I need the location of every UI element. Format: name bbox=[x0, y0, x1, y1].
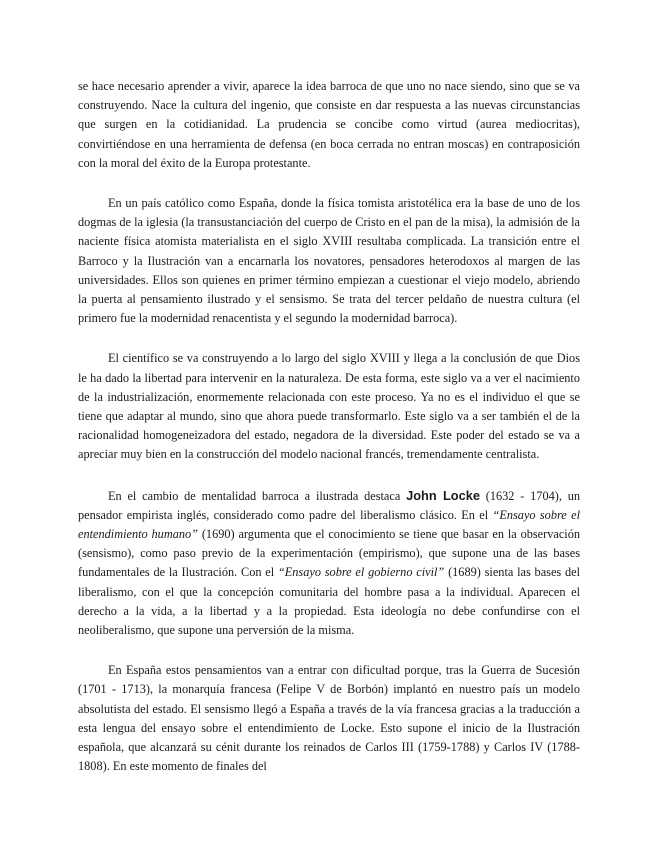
paragraph-cientifico-siglo-xviii: El científico se va construyendo a lo largo del siglo XVIII y llega a la conclusión de que Dios le ha dado la libertad para intervenir en la naturaleza. De esta forma, este siglo va a ver el nacimiento de la industrialización, enormemente relacionada con este proceso. Ya no es el individuo el que se tiene que adaptar al mundo, sino que ahora puede transformarlo. Este siglo va a ser también el de la racionalidad homogeneizadora del estado, negadora de la diversidad. Este poder del estado se va a apreciar muy bien en la construcción del modelo nacional francés, tremendamente centralista. bbox=[78, 351, 580, 462]
locke-text-part-1: (1632 - 1704), un pensador empirista inglés, considerado como padre del liberalismo clásico. En el bbox=[78, 488, 581, 522]
document-page bbox=[78, 77, 580, 798]
paragraph-baroque-ingenio: se hace necesario aprender a vivir, aparece la idea barroca de que uno no nace siendo, sino que se va construyendo. Nace la cultura del ingenio, que consiste en dar respuesta a las nuevas circunstancias que surgen en la cotidianidad. La prudencia se concibe como virtud (aurea mediocritas), convirtiéndose en una herramienta de defensa (en boca cerrada no entran moscas) en contraposición con la moral del éxito de la Europa protestante. bbox=[78, 79, 580, 170]
locke-text-part-3: (1689) sienta las bases del liberalismo, con el que la concepción comunitaria del hombre pasa a la individual. Aparecen el derecho a la vida, a la libertad y a la propiedad. Esta ideología no debe confundirse con el neoliberalismo, que supone una perversión de la misma. bbox=[78, 565, 580, 638]
paragraph-novatores: En un país católico como España, donde la física tomista aristotélica era la base de uno de los dogmas de la iglesia (la transustanciación del cuerpo de Cristo en el pan de la misa), la admisión de la naciente física atomista materialista en el siglo XVIII resultaba complicada. La transición entre el Barroco y la Ilustración van a encarnarla los novatores, pensadores heterodoxos al margen de las universidades. Ellos son quienes en primer término empiezan a cuestionar el viejo modelo, abriendo la puerta al pensamiento ilustrado y el sensismo. Se trata del tercer peldaño de nuestra cultura (el primero fue la modernidad renacentista y el segundo la modernidad barroca). bbox=[78, 196, 580, 326]
paragraph-ilustracion-espanola: En España estos pensamientos van a entrar con dificultad porque, tras la Guerra de Sucesión (1701 - 1713), la monarquía francesa (Felipe V de Borbón) implantó en nuestro país un modelo absolutista del estado. El sensismo llegó a España a través de la vía francesa gracias a la traducción a esta lengua del ensayo sobre el entendimiento de Locke. Esto supone el inicio de la Ilustración española, que alcanzará su cénit durante los reinados de Carlos III (1759-1788) y Carlos IV (1788-1808). En este momento de finales del bbox=[78, 663, 580, 774]
author-name-john-locke: John Locke bbox=[406, 487, 480, 503]
paragraph-john-locke bbox=[78, 486, 580, 641]
locke-intro-text: En el cambio de mentalidad barroca a ilustrada destaca bbox=[108, 488, 407, 503]
locke-text-part-2: (1690) argumenta que el conocimiento se tiene que basar en la observación (sensismo), como paso previo de la experimentación (empirismo), que supone una de las bases fundamentales de la Ilustración. Con el bbox=[78, 527, 580, 580]
work-title-ensayo-entendimiento: “Ensayo sobre el entendimiento humano” bbox=[78, 507, 580, 542]
work-title-ensayo-gobierno-civil: “Ensayo sobre el gobierno civil” bbox=[277, 565, 445, 580]
